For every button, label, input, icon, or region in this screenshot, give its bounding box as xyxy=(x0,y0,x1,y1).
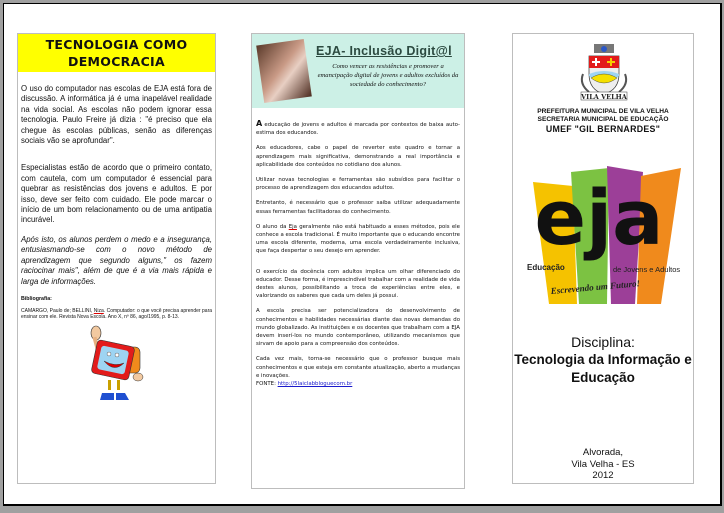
right-panel xyxy=(512,33,694,484)
institution-line: PREFEITURA MUNICIPAL DE VILA VELHA xyxy=(537,108,669,115)
discipline-name: Tecnologia da Informação e Educação xyxy=(514,352,692,385)
school-name: UMEF "GIL BERNARDES" xyxy=(545,124,661,135)
paragraph xyxy=(252,120,464,137)
computer-mascot-illustration xyxy=(82,325,152,405)
paragraph: O uso do computador nas escolas de EJA está fora de discussão. A informática já é uma inapelável realidade na vida social. As escolas não podem ignorar essa tecnologia. Paulo Freire já dizia : "é preciso que ela chegue às escolas públicas, senão as diferenças sociais vão se aprofundar". xyxy=(21,84,212,146)
paragraph: Especialistas estão de acordo que o primeiro contato, com cautela, com um computador é essencial para quebrar as resistências dos jovens e adultos. E por isso, deve ser feito com cuidado. Ele pode marcar o início de um bom relacionamento ou de uma antipatia incurável. xyxy=(21,163,212,225)
paragraph-text: O aluno da xyxy=(256,223,289,230)
source-line xyxy=(252,380,464,388)
paragraph: Utilizar novas tecnologias e ferramentas são subsídios para facilitar o processo de aprendizagem dos educandos adultos. xyxy=(256,177,460,192)
paragraph-text: geralmente não está habituado a esses métodos, pois ele conhece a escola tradicional. É muito importante que o educando encontre uma escola diferente, moderna, uma escola verdadeiramente inclusiva, que faça despertar o seu desejo em aprender. xyxy=(256,223,460,255)
paragraph: O exercício da docência com adultos implica um olhar diferenciado do educador. Desse forma, é imprescindível trabalhar com a realidade de vida destes alunos, possibilitando a troca de experiências entre eles, e valorizando os saberes que cada um deles já possui. xyxy=(256,268,460,300)
paragraph: Entretanto, é necessário que o professor saiba utilizar adequadamente essas ferramentas facilitadoras do conhecimento. xyxy=(256,200,460,215)
paragraph-text: educação de jovens e adultos é marcada por contextos de baixa auto-estima dos educandos. xyxy=(256,122,460,137)
institution-block xyxy=(513,108,693,135)
middle-panel xyxy=(251,33,465,489)
logo-subtitle: de Jovens e Adultos xyxy=(613,265,681,274)
bibliography-entry xyxy=(18,308,215,321)
bibliography-text: . Computador: o que você precisa aprender para ensinar com ele. Revista Nova Escola. Ano X, nº 86, ago/1995, p. 8-13. xyxy=(21,307,213,321)
eja-logo xyxy=(525,154,685,304)
paragraph: A escola precisa ser potencializadora do desenvolvimento de conhecimentos e habilidades necessárias diante das novas demandas do mundo globalizado. As instituições e os docentes que trabalham com a EJA devem inserí-los no mundo contemporâneo, utilizando mecanismos que sirvam de apoio para a compreensão dos conteúdos. xyxy=(256,308,460,348)
location-line: Vila Velha - ES xyxy=(571,458,635,470)
bibliography-name: Niza xyxy=(93,307,104,314)
institution-line: SECRETARIA MUNICIPAL DE EDUCAÇÃO xyxy=(537,116,669,124)
vila-velha-crest xyxy=(577,44,631,102)
logo-slogan: Escrevendo um Futuro! xyxy=(550,278,641,296)
banner-title: EJA- Inclusão Digit@l xyxy=(316,44,452,58)
banner-subtitle: Como vencer as resistências e promover a emancipação digital de jovens e adultos excluídos da sociedade do conhecimento? xyxy=(317,63,459,88)
left-panel xyxy=(17,33,216,484)
location-block xyxy=(513,447,693,482)
source-label: FONTE: xyxy=(256,381,276,388)
paragraph xyxy=(252,223,464,256)
logo-text: eja xyxy=(534,173,664,262)
hands-on-mouse-photo xyxy=(256,39,312,103)
crest-text: VILA VELHA xyxy=(581,93,627,101)
bibliography-label: Bibliografia: xyxy=(21,295,52,302)
panel-title: TECNOLOGIA COMO DEMOCRACIA xyxy=(18,34,215,72)
document-page xyxy=(3,3,722,506)
drop-letter: A xyxy=(256,119,263,128)
eja-word: Eja xyxy=(288,223,297,230)
logo-education: Educação xyxy=(527,263,565,272)
location-line: Alvorada, xyxy=(582,447,624,458)
source-link[interactable]: http://5laiclabbloguecom.br xyxy=(277,381,353,388)
paragraph: Cada vez mais, torna-se necessário que o professor busque mais conhecimentos e que esteja em constante atualização, aberto a mudanças e inovações. xyxy=(256,356,460,379)
bibliography-text: CAMARGO, Paulo de; BELLINI, xyxy=(21,307,94,314)
location-line: 2012 xyxy=(592,470,614,481)
discipline-label: Disciplina: xyxy=(571,334,635,350)
banner xyxy=(252,34,464,108)
discipline-block xyxy=(513,334,693,387)
paragraph: Aos educadores, cabe o papel de reverter este quadro e tornar a aprendizagem mais significativa, demonstrando a real importância e aplicabilidade dos conteúdos no cotidiano dos alunos. xyxy=(256,145,460,168)
paragraph: Após isto, os alunos perdem o medo e a insegurança, entusiasmando-se com o novo método de aprendizagem que segundo alguns," os fazem raciocinar mais", além de que é a via mais rápida e larga de informações. xyxy=(21,234,212,286)
